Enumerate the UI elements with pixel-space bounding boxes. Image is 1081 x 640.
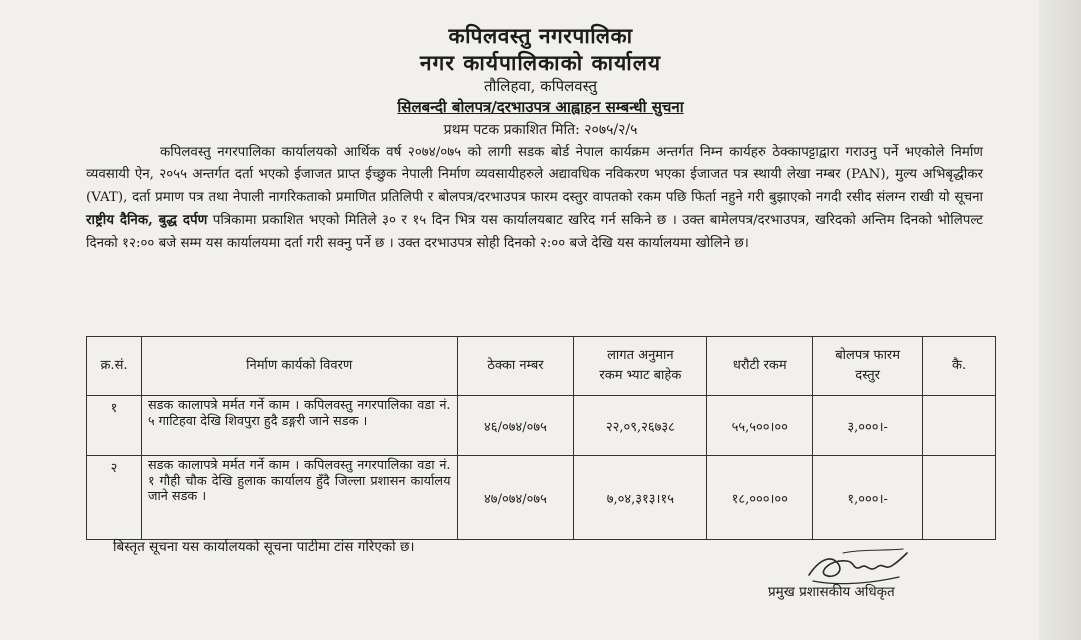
table-row [87,396,996,456]
scan-edge [1039,0,1081,640]
municipality-name: कपिलवस्तु नगरपालिका [448,23,633,48]
header-estimate-line1: लागत अनुमान [607,348,674,363]
row-deposit: ५५,५००।०० [707,396,813,456]
notice-body [86,142,983,255]
row-estimate: ७,०४,३१३।१५ [574,456,707,540]
row-remarks [923,396,996,456]
publish-date: प्रथम पटक प्रकाशित मिति: २०७५/२/५ [443,122,638,138]
header-fee-line2: दस्तुर [855,368,880,383]
header-form-fee [813,337,923,396]
detail-notice: बिस्तृत सूचना यस कार्यालयको सूचना पाटीमा टांस गरिएको छ। [113,539,415,555]
header-description: निर्माण कार्यको विवरण [141,337,457,396]
office-location: तौलिहवा, कपिलवस्तु [483,77,598,95]
row-sn: २ [87,456,142,540]
header-estimate [574,337,707,396]
body-part-2: पत्रिकामा प्रकाशित भएको मितिले ३० र १५ दिन भित्र यस कार्यालयबाट खरिद गर्न सकिने छ । उक्त बामेलपत्र/दरभाउपत्र, खरिदको अन्तिम दिनको भोलिपल्ट दिनको १२:०० बजे सम्म यस कार्यालयमा दर्ता गरी सक्नु पर्ने छ । उक्त दरभाउपत्र सोही दिनको २:०० बजे देखि यस कार्यालयमा खोलिने छ। [86,213,983,251]
row-description: सडक कालापत्रे मर्मत गर्ने काम । कपिलवस्तु नगरपालिका वडा नं. ५ गाटिहवा देखि शिवपुरा हुदै डङ्गरी जाने सडक । [141,396,457,456]
row-deposit: १८,०००।०० [707,456,813,540]
body-part-1: कपिलवस्तु नगरपालिका कार्यालयको आर्थिक वर्ष २०७४/०७५ को लागी सडक बोर्ड नेपाल कार्यक्रम अन्तर्गत निम्न कार्यहरु ठेक्कापट्टाद्वारा गराउनु पर्ने भएकोले निर्माण व्यवसायी ऐन, २०५५ अन्तर्गत दर्ता भएको ईजाजत प्राप्त ईच्छुक नेपाली निर्माण व्यवसायीहरुले अद्यावधिक नविकरण भएका ईजाजत पत्र स्थायी लेखा नम्बर (PAN), मुल्य अभिबृद्धीकर (VAT), दर्ता प्रमाण पत्र तथा नेपाली नागरिकताको प्रमाणित प्रतिलिपी र बोलपत्र/दरभाउपत्र फारम दस्तुर वापतको रकम पछि फिर्ता नहुने गरी बुझाएको नगदी रसीद संलग्न राखी यो सूचना [86,145,983,205]
officer-title: प्रमुख प्रशासकीय अधिकृत [768,584,895,600]
newspaper-names: राष्ट्रीय दैनिक, बुद्ध दर्पण [86,212,208,229]
row-description: सडक कालापत्रे मर्मत गर्ने काम । कपिलवस्तु नगरपालिका वडा नं. १ गौही चौक देखि हुलाक कार्यालय हुँदै जिल्ला प्रशासन कार्यालय जाने सडक । [141,456,457,540]
row-sn: १ [87,396,142,456]
header-contract-no: ठेक्का नम्बर [457,337,574,396]
row-form-fee: ३,०००।- [813,396,923,456]
office-name: नगर कार्यपालिकाको कार्यालय [419,50,662,75]
row-remarks [923,456,996,540]
row-form-fee: १,०००।- [813,456,923,540]
notice-title: सिलबन्दी बोलपत्र/दरभाउपत्र आह्वाहन सम्बन्धी सुचना [397,98,684,116]
table-header-row [87,337,996,396]
header-sn: क्र.सं. [87,337,142,396]
works-table [86,336,996,540]
row-estimate: २२,०९,२६७३८ [574,396,707,456]
row-contract-no: ४६/०७४/०७५ [457,396,574,456]
header-estimate-line2: रकम भ्याट बाहेक [599,368,682,383]
header-fee-line1: बोलपत्र फारम [835,348,901,363]
table-row [87,456,996,540]
row-contract-no: ४७/०७४/०७५ [457,456,574,540]
header-remarks: कै. [923,337,996,396]
header-deposit: धरौटी रकम [707,337,813,396]
